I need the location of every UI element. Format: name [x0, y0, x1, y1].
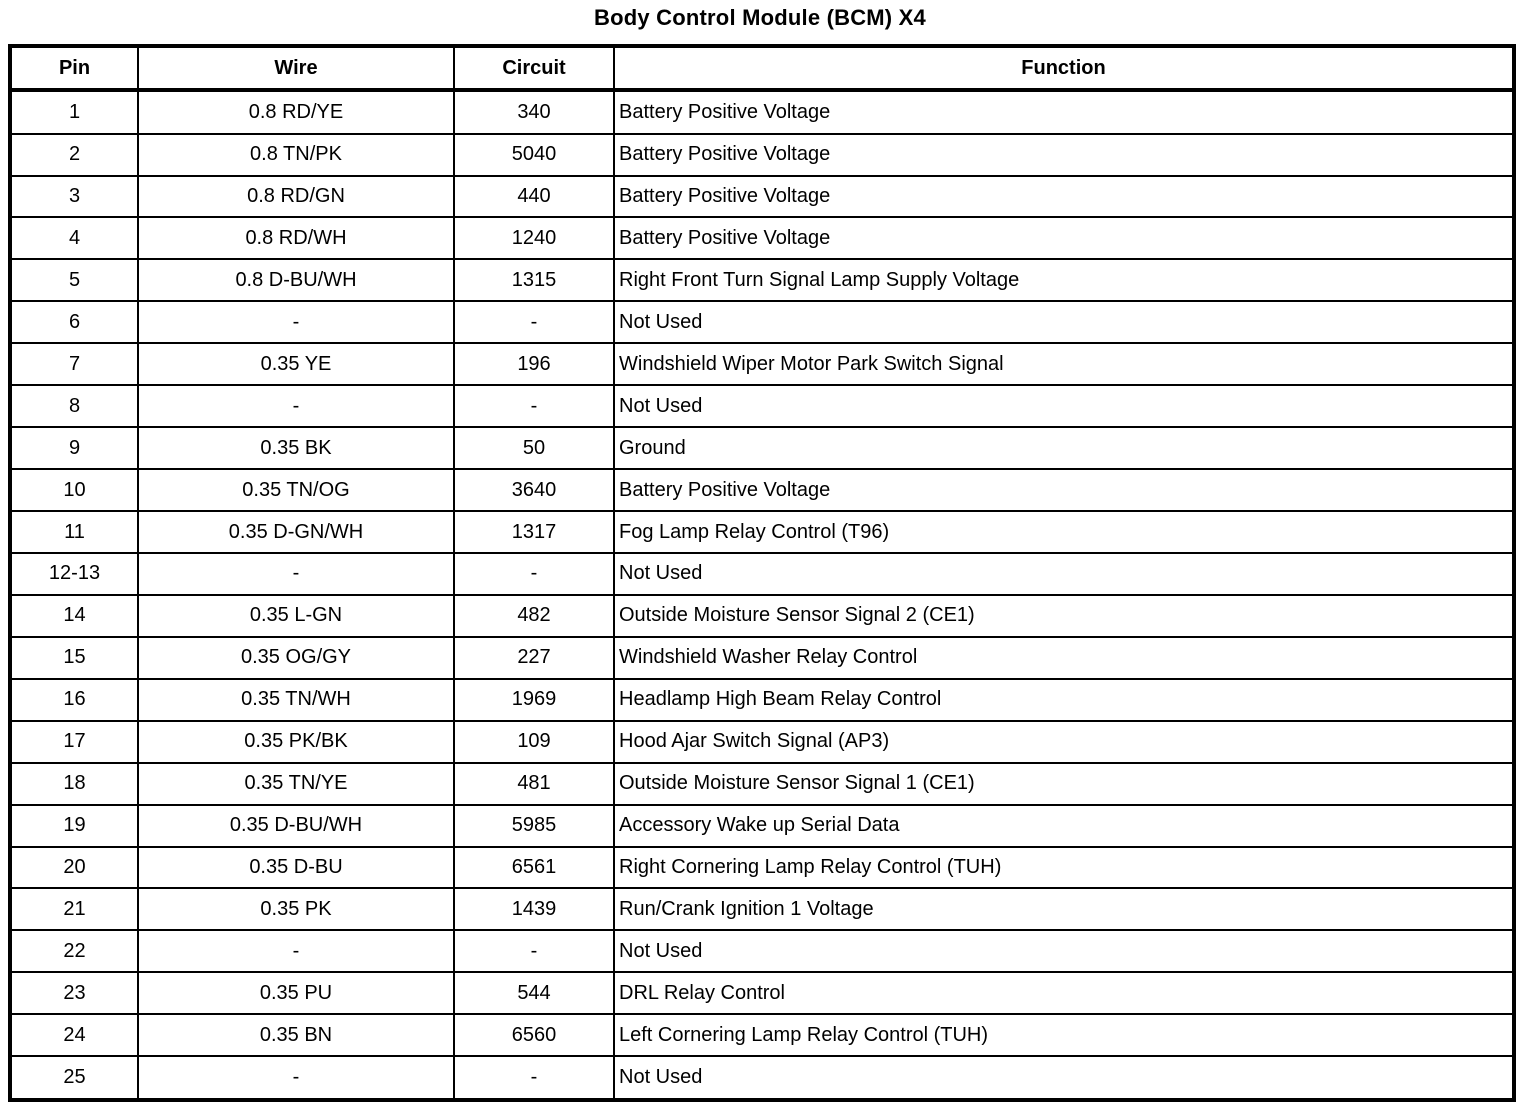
circuit-cell: - [454, 553, 614, 595]
circuit-cell: 1439 [454, 888, 614, 930]
circuit-cell: 1317 [454, 511, 614, 553]
pin-cell: 19 [10, 805, 138, 847]
table-row [10, 469, 1514, 511]
wire-cell: 0.35 L-GN [138, 595, 454, 637]
table-row [10, 721, 1514, 763]
function-cell: Not Used [614, 930, 1514, 972]
table-row [10, 847, 1514, 889]
pin-cell: 11 [10, 511, 138, 553]
table-row [10, 343, 1514, 385]
circuit-cell: - [454, 301, 614, 343]
pin-cell: 18 [10, 763, 138, 805]
pin-cell: 10 [10, 469, 138, 511]
table-row [10, 385, 1514, 427]
pin-cell: 23 [10, 972, 138, 1014]
table-row [10, 637, 1514, 679]
circuit-cell: 5985 [454, 805, 614, 847]
circuit-cell: 5040 [454, 134, 614, 176]
table-row [10, 553, 1514, 595]
table-row [10, 511, 1514, 553]
function-cell: Left Cornering Lamp Relay Control (TUH) [614, 1014, 1514, 1056]
table-row [10, 134, 1514, 176]
wire-cell: - [138, 385, 454, 427]
wire-cell: 0.8 RD/YE [138, 90, 454, 134]
circuit-cell: 482 [454, 595, 614, 637]
function-cell: Run/Crank Ignition 1 Voltage [614, 888, 1514, 930]
circuit-cell: 109 [454, 721, 614, 763]
wire-cell: - [138, 930, 454, 972]
wire-cell: 0.8 D-BU/WH [138, 259, 454, 301]
wire-cell: 0.8 RD/GN [138, 176, 454, 218]
table-header [10, 46, 1514, 90]
circuit-cell: 1240 [454, 217, 614, 259]
header-row [10, 46, 1514, 90]
page-title: Body Control Module (BCM) X4 [594, 5, 926, 30]
function-cell: Windshield Wiper Motor Park Switch Signal [614, 343, 1514, 385]
table-row [10, 217, 1514, 259]
function-cell: Not Used [614, 553, 1514, 595]
table-row [10, 679, 1514, 721]
pin-cell: 20 [10, 847, 138, 889]
circuit-cell: 340 [454, 90, 614, 134]
column-header-function: Function [614, 46, 1514, 90]
column-header-wire: Wire [138, 46, 454, 90]
wire-cell: 0.8 RD/WH [138, 217, 454, 259]
function-cell: Hood Ajar Switch Signal (AP3) [614, 721, 1514, 763]
pin-cell: 12-13 [10, 553, 138, 595]
pin-cell: 5 [10, 259, 138, 301]
function-cell: Not Used [614, 301, 1514, 343]
circuit-cell: - [454, 1056, 614, 1100]
pin-cell: 15 [10, 637, 138, 679]
circuit-cell: - [454, 385, 614, 427]
pin-cell: 24 [10, 1014, 138, 1056]
pin-cell: 21 [10, 888, 138, 930]
pin-cell: 16 [10, 679, 138, 721]
circuit-cell: - [454, 930, 614, 972]
pin-cell: 1 [10, 90, 138, 134]
function-cell: Battery Positive Voltage [614, 469, 1514, 511]
table-row [10, 595, 1514, 637]
pin-cell: 7 [10, 343, 138, 385]
circuit-cell: 227 [454, 637, 614, 679]
table-row [10, 301, 1514, 343]
pin-cell: 8 [10, 385, 138, 427]
function-cell: Right Cornering Lamp Relay Control (TUH) [614, 847, 1514, 889]
pin-cell: 4 [10, 217, 138, 259]
table-row [10, 259, 1514, 301]
function-cell: DRL Relay Control [614, 972, 1514, 1014]
wire-cell: 0.35 D-BU [138, 847, 454, 889]
wire-cell: 0.8 TN/PK [138, 134, 454, 176]
circuit-cell: 50 [454, 427, 614, 469]
function-cell: Battery Positive Voltage [614, 90, 1514, 134]
table-row [10, 176, 1514, 218]
wire-cell: 0.35 D-GN/WH [138, 511, 454, 553]
circuit-cell: 6560 [454, 1014, 614, 1056]
table-row [10, 930, 1514, 972]
wire-cell: 0.35 TN/OG [138, 469, 454, 511]
table-row [10, 972, 1514, 1014]
column-header-circuit: Circuit [454, 46, 614, 90]
function-cell: Headlamp High Beam Relay Control [614, 679, 1514, 721]
wire-cell: 0.35 YE [138, 343, 454, 385]
wire-cell: - [138, 301, 454, 343]
pin-cell: 25 [10, 1056, 138, 1100]
wire-cell: 0.35 D-BU/WH [138, 805, 454, 847]
function-cell: Right Front Turn Signal Lamp Supply Voltage [614, 259, 1514, 301]
circuit-cell: 481 [454, 763, 614, 805]
table-row [10, 1014, 1514, 1056]
circuit-cell: 1969 [454, 679, 614, 721]
table-row [10, 805, 1514, 847]
circuit-cell: 6561 [454, 847, 614, 889]
function-cell: Accessory Wake up Serial Data [614, 805, 1514, 847]
wire-cell: 0.35 TN/YE [138, 763, 454, 805]
wire-cell: - [138, 553, 454, 595]
pinout-table [8, 44, 1516, 1102]
wire-cell: 0.35 OG/GY [138, 637, 454, 679]
pin-cell: 9 [10, 427, 138, 469]
table-row [10, 90, 1514, 134]
column-header-pin: Pin [10, 46, 138, 90]
wire-cell: 0.35 BN [138, 1014, 454, 1056]
wire-cell: 0.35 PK/BK [138, 721, 454, 763]
pin-cell: 14 [10, 595, 138, 637]
wire-cell: 0.35 TN/WH [138, 679, 454, 721]
table-row [10, 427, 1514, 469]
circuit-cell: 440 [454, 176, 614, 218]
table-row [10, 888, 1514, 930]
wire-cell: - [138, 1056, 454, 1100]
function-cell: Battery Positive Voltage [614, 176, 1514, 218]
function-cell: Ground [614, 427, 1514, 469]
table-row [10, 1056, 1514, 1100]
wire-cell: 0.35 BK [138, 427, 454, 469]
function-cell: Not Used [614, 1056, 1514, 1100]
circuit-cell: 1315 [454, 259, 614, 301]
pin-cell: 3 [10, 176, 138, 218]
pin-cell: 6 [10, 301, 138, 343]
function-cell: Battery Positive Voltage [614, 134, 1514, 176]
wire-cell: 0.35 PU [138, 972, 454, 1014]
pin-cell: 17 [10, 721, 138, 763]
function-cell: Windshield Washer Relay Control [614, 637, 1514, 679]
function-cell: Fog Lamp Relay Control (T96) [614, 511, 1514, 553]
table-row [10, 763, 1514, 805]
circuit-cell: 196 [454, 343, 614, 385]
function-cell: Outside Moisture Sensor Signal 2 (CE1) [614, 595, 1514, 637]
circuit-cell: 544 [454, 972, 614, 1014]
wire-cell: 0.35 PK [138, 888, 454, 930]
table-body [10, 90, 1514, 1100]
pin-cell: 2 [10, 134, 138, 176]
function-cell: Battery Positive Voltage [614, 217, 1514, 259]
circuit-cell: 3640 [454, 469, 614, 511]
function-cell: Outside Moisture Sensor Signal 1 (CE1) [614, 763, 1514, 805]
function-cell: Not Used [614, 385, 1514, 427]
pin-cell: 22 [10, 930, 138, 972]
